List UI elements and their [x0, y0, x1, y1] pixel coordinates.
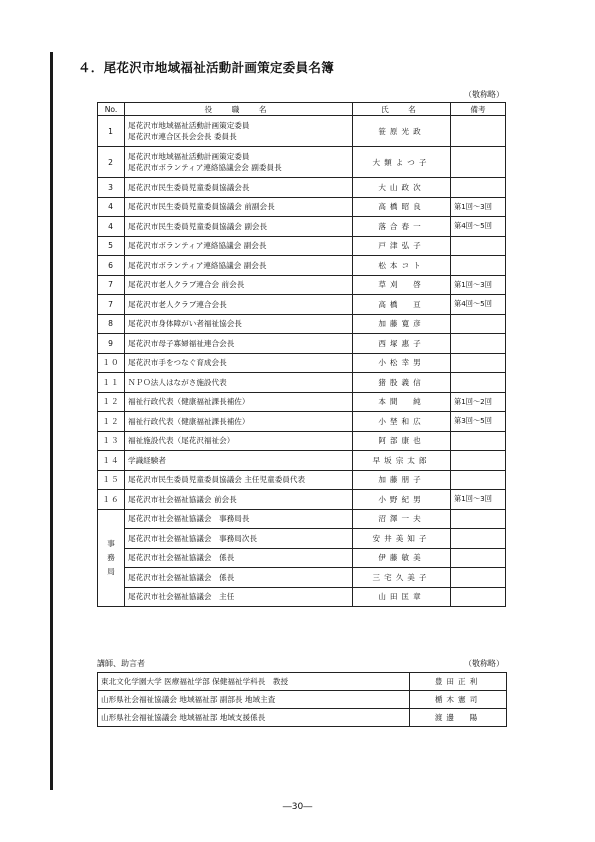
advisor-name: 渡邊 陽 [410, 709, 507, 727]
member-name: 落合春一 [353, 217, 451, 237]
member-name: 大類よつ子 [353, 147, 451, 178]
table-row [98, 673, 507, 691]
member-name: 小松幸男 [353, 353, 451, 373]
member-note [451, 431, 506, 451]
member-role-line1: 尾花沢市ボランティア連絡協議会 副会長 [128, 241, 267, 251]
advisor-name: 豊田正利 [410, 673, 507, 691]
member-note: 第4回～5回 [451, 295, 506, 315]
member-note: 第1回～2回 [451, 392, 506, 412]
table-row [98, 116, 506, 147]
advisors-label: 講師、助言者 [97, 659, 145, 668]
member-role [125, 314, 353, 334]
member-no: １０ [98, 353, 125, 373]
member-role-line1: 尾花沢市老人クラブ連合会長 [128, 299, 227, 309]
member-note [451, 116, 506, 147]
member-role [125, 431, 353, 451]
member-role-line1: 尾花沢市手をつなぐ育成会長 [128, 358, 227, 368]
member-name: 本間 純 [353, 392, 451, 412]
member-role-line1: 尾花沢市老人クラブ連合会 前会長 [128, 280, 245, 290]
table-row [98, 568, 506, 588]
member-role-line1: 尾花沢市民生委員児童委員協議会 前副会長 [128, 202, 275, 212]
page-number: ―30― [282, 802, 313, 812]
member-role [125, 392, 353, 412]
member-note [451, 334, 506, 354]
advisor-role: 山形県社会福祉協議会 地域福祉部 地域支援係長 [98, 709, 410, 727]
member-role-line1: 福祉行政代表（健康福祉課長補佐） [128, 397, 250, 407]
member-role [125, 275, 353, 295]
secretariat-name: 沼澤一夫 [353, 509, 451, 529]
member-name: 西塚惠子 [353, 334, 451, 354]
header-role: 役 職 名 [125, 103, 353, 116]
table-row [98, 509, 506, 529]
table-row [98, 217, 506, 237]
member-no: 7 [98, 295, 125, 315]
member-role-line1: 尾花沢市ボランティア連絡協議会 副会長 [128, 260, 267, 270]
table-row [98, 236, 506, 256]
table-row [98, 529, 506, 549]
member-role [125, 451, 353, 471]
member-note [451, 373, 506, 393]
secretariat-label [98, 509, 125, 607]
secretariat-name: 山田匡章 [353, 587, 451, 607]
member-name: 高橋昭良 [353, 197, 451, 217]
table-row [98, 490, 506, 510]
member-role-line1: 福祉施設代表（尾花沢福祉会） [128, 436, 235, 446]
advisors-table [97, 672, 507, 727]
table-row [98, 178, 506, 198]
secretariat-note [451, 509, 506, 529]
member-name: 早坂宗太郎 [353, 451, 451, 471]
member-role [125, 373, 353, 393]
secretariat-name: 安井美知子 [353, 529, 451, 549]
advisors-body [98, 673, 507, 727]
member-note [451, 353, 506, 373]
member-role [125, 412, 353, 432]
member-note: 第3回～5回 [451, 412, 506, 432]
advisor-role: 東北文化学園大学 医療福祉学部 保健福祉学科長 教授 [98, 673, 410, 691]
member-role-line1: 尾花沢市地域福祉活動計画策定委員 [128, 152, 250, 161]
member-name: 小埜和広 [353, 412, 451, 432]
member-role-line1: ＮＰＯ法人はながさ施設代表 [128, 377, 227, 387]
member-role-line1: 学識経験者 [128, 455, 166, 465]
table-row [98, 709, 507, 727]
member-no: １２ [98, 392, 125, 412]
secretariat-role: 尾花沢市社会福祉協議会 事務局長 [125, 509, 353, 529]
table-row [98, 392, 506, 412]
member-name: 高橋 亘 [353, 295, 451, 315]
member-note: 第1回～3回 [451, 490, 506, 510]
table-row [98, 431, 506, 451]
member-no: 6 [98, 256, 125, 276]
honorific-note: （敬称略） [464, 90, 504, 99]
table-row [98, 314, 506, 334]
table-row [98, 691, 507, 709]
table-row [98, 373, 506, 393]
table-row [98, 412, 506, 432]
header-note: 備考 [451, 103, 506, 116]
member-role [125, 236, 353, 256]
member-role [125, 178, 353, 198]
member-no: １２ [98, 412, 125, 432]
member-note [451, 147, 506, 178]
member-note [451, 236, 506, 256]
member-role-line1: 尾花沢市民生委員児童委員協議会長 [128, 182, 250, 192]
secretariat-note [451, 568, 506, 588]
table-row [98, 353, 506, 373]
member-no: 7 [98, 275, 125, 295]
member-role-line1: 尾花沢市母子寡婦福祉連合会長 [128, 338, 235, 348]
advisors-honorific-note: （敬称略） [464, 659, 504, 668]
header-no: No. [98, 103, 125, 116]
secretariat-label-text: 事務局 [107, 538, 115, 576]
member-role [125, 116, 353, 147]
member-no: １３ [98, 431, 125, 451]
member-role [125, 490, 353, 510]
member-role [125, 353, 353, 373]
table-row [98, 587, 506, 607]
member-name: 戸津弘子 [353, 236, 451, 256]
member-role [125, 197, 353, 217]
member-no: 8 [98, 314, 125, 334]
table-row [98, 295, 506, 315]
member-name: 猪股義信 [353, 373, 451, 393]
secretariat-note [451, 548, 506, 568]
secretariat-role: 尾花沢市社会福祉協議会 係長 [125, 548, 353, 568]
secretariat-name: 伊藤敏美 [353, 548, 451, 568]
secretariat-note [451, 529, 506, 549]
member-no: １４ [98, 451, 125, 471]
member-note [451, 314, 506, 334]
member-role-line1: 尾花沢市民生委員児童委員協議会 主任児童委員代表 [128, 475, 306, 485]
member-no: １６ [98, 490, 125, 510]
member-no: 4 [98, 197, 125, 217]
member-no: 5 [98, 236, 125, 256]
member-note [451, 256, 506, 276]
advisor-name: 楯木憲司 [410, 691, 507, 709]
member-note [451, 470, 506, 490]
member-role [125, 256, 353, 276]
member-name: 加藤朋子 [353, 470, 451, 490]
member-role [125, 470, 353, 490]
member-role-line1: 尾花沢市民生委員児童委員協議会 副会長 [128, 221, 268, 231]
member-note: 第4回～5回 [451, 217, 506, 237]
member-name: 小野紀男 [353, 490, 451, 510]
member-role-line2: 尾花沢市連合区長会会長 委員長 [128, 132, 237, 141]
member-role-line2: 尾花沢市ボランティア連絡協議会会 副委員長 [128, 163, 282, 172]
table-row [98, 451, 506, 471]
members-body [98, 116, 506, 607]
member-note: 第1回～3回 [451, 275, 506, 295]
member-note [451, 178, 506, 198]
member-no: 9 [98, 334, 125, 354]
member-name: 草刈 啓 [353, 275, 451, 295]
advisor-role: 山形県社会福祉協議会 地域福祉部 副部長 地域主査 [98, 691, 410, 709]
member-name: 笹原光政 [353, 116, 451, 147]
member-note [451, 451, 506, 471]
table-row [98, 256, 506, 276]
table-header-row [98, 103, 506, 116]
member-role [125, 334, 353, 354]
secretariat-role: 尾花沢市社会福祉協議会 事務局次長 [125, 529, 353, 549]
member-role-line1: 尾花沢市社会福祉協議会 前会長 [128, 494, 237, 504]
member-name: 松本コト [353, 256, 451, 276]
table-row [98, 548, 506, 568]
member-role-line1: 福祉行政代表（健康福祉課長補佐） [128, 416, 250, 426]
member-name: 加藤寛彦 [353, 314, 451, 334]
member-no: 1 [98, 116, 125, 147]
member-no: １５ [98, 470, 125, 490]
member-name: 阿部康也 [353, 431, 451, 451]
member-role [125, 217, 353, 237]
secretariat-note [451, 587, 506, 607]
left-margin-rule [50, 52, 53, 790]
member-name: 大山政次 [353, 178, 451, 198]
member-no: １１ [98, 373, 125, 393]
page-title: ４．尾花沢市地域福祉活動計画策定委員名簿 [78, 60, 335, 75]
secretariat-name: 三宅久美子 [353, 568, 451, 588]
secretariat-role: 尾花沢市社会福祉協議会 係長 [125, 568, 353, 588]
member-no: 3 [98, 178, 125, 198]
table-row [98, 334, 506, 354]
secretariat-role: 尾花沢市社会福祉協議会 主任 [125, 587, 353, 607]
member-no: 4 [98, 217, 125, 237]
table-row [98, 275, 506, 295]
member-role-line1: 尾花沢市身体障がい者福祉協会長 [128, 319, 242, 329]
table-row [98, 197, 506, 217]
member-role [125, 295, 353, 315]
member-note: 第1回～3回 [451, 197, 506, 217]
member-role [125, 147, 353, 178]
member-no: 2 [98, 147, 125, 178]
member-role-line1: 尾花沢市地域福祉活動計画策定委員 [128, 121, 250, 130]
table-row [98, 147, 506, 178]
committee-members-table [97, 102, 506, 607]
table-row [98, 470, 506, 490]
header-name: 氏 名 [353, 103, 451, 116]
